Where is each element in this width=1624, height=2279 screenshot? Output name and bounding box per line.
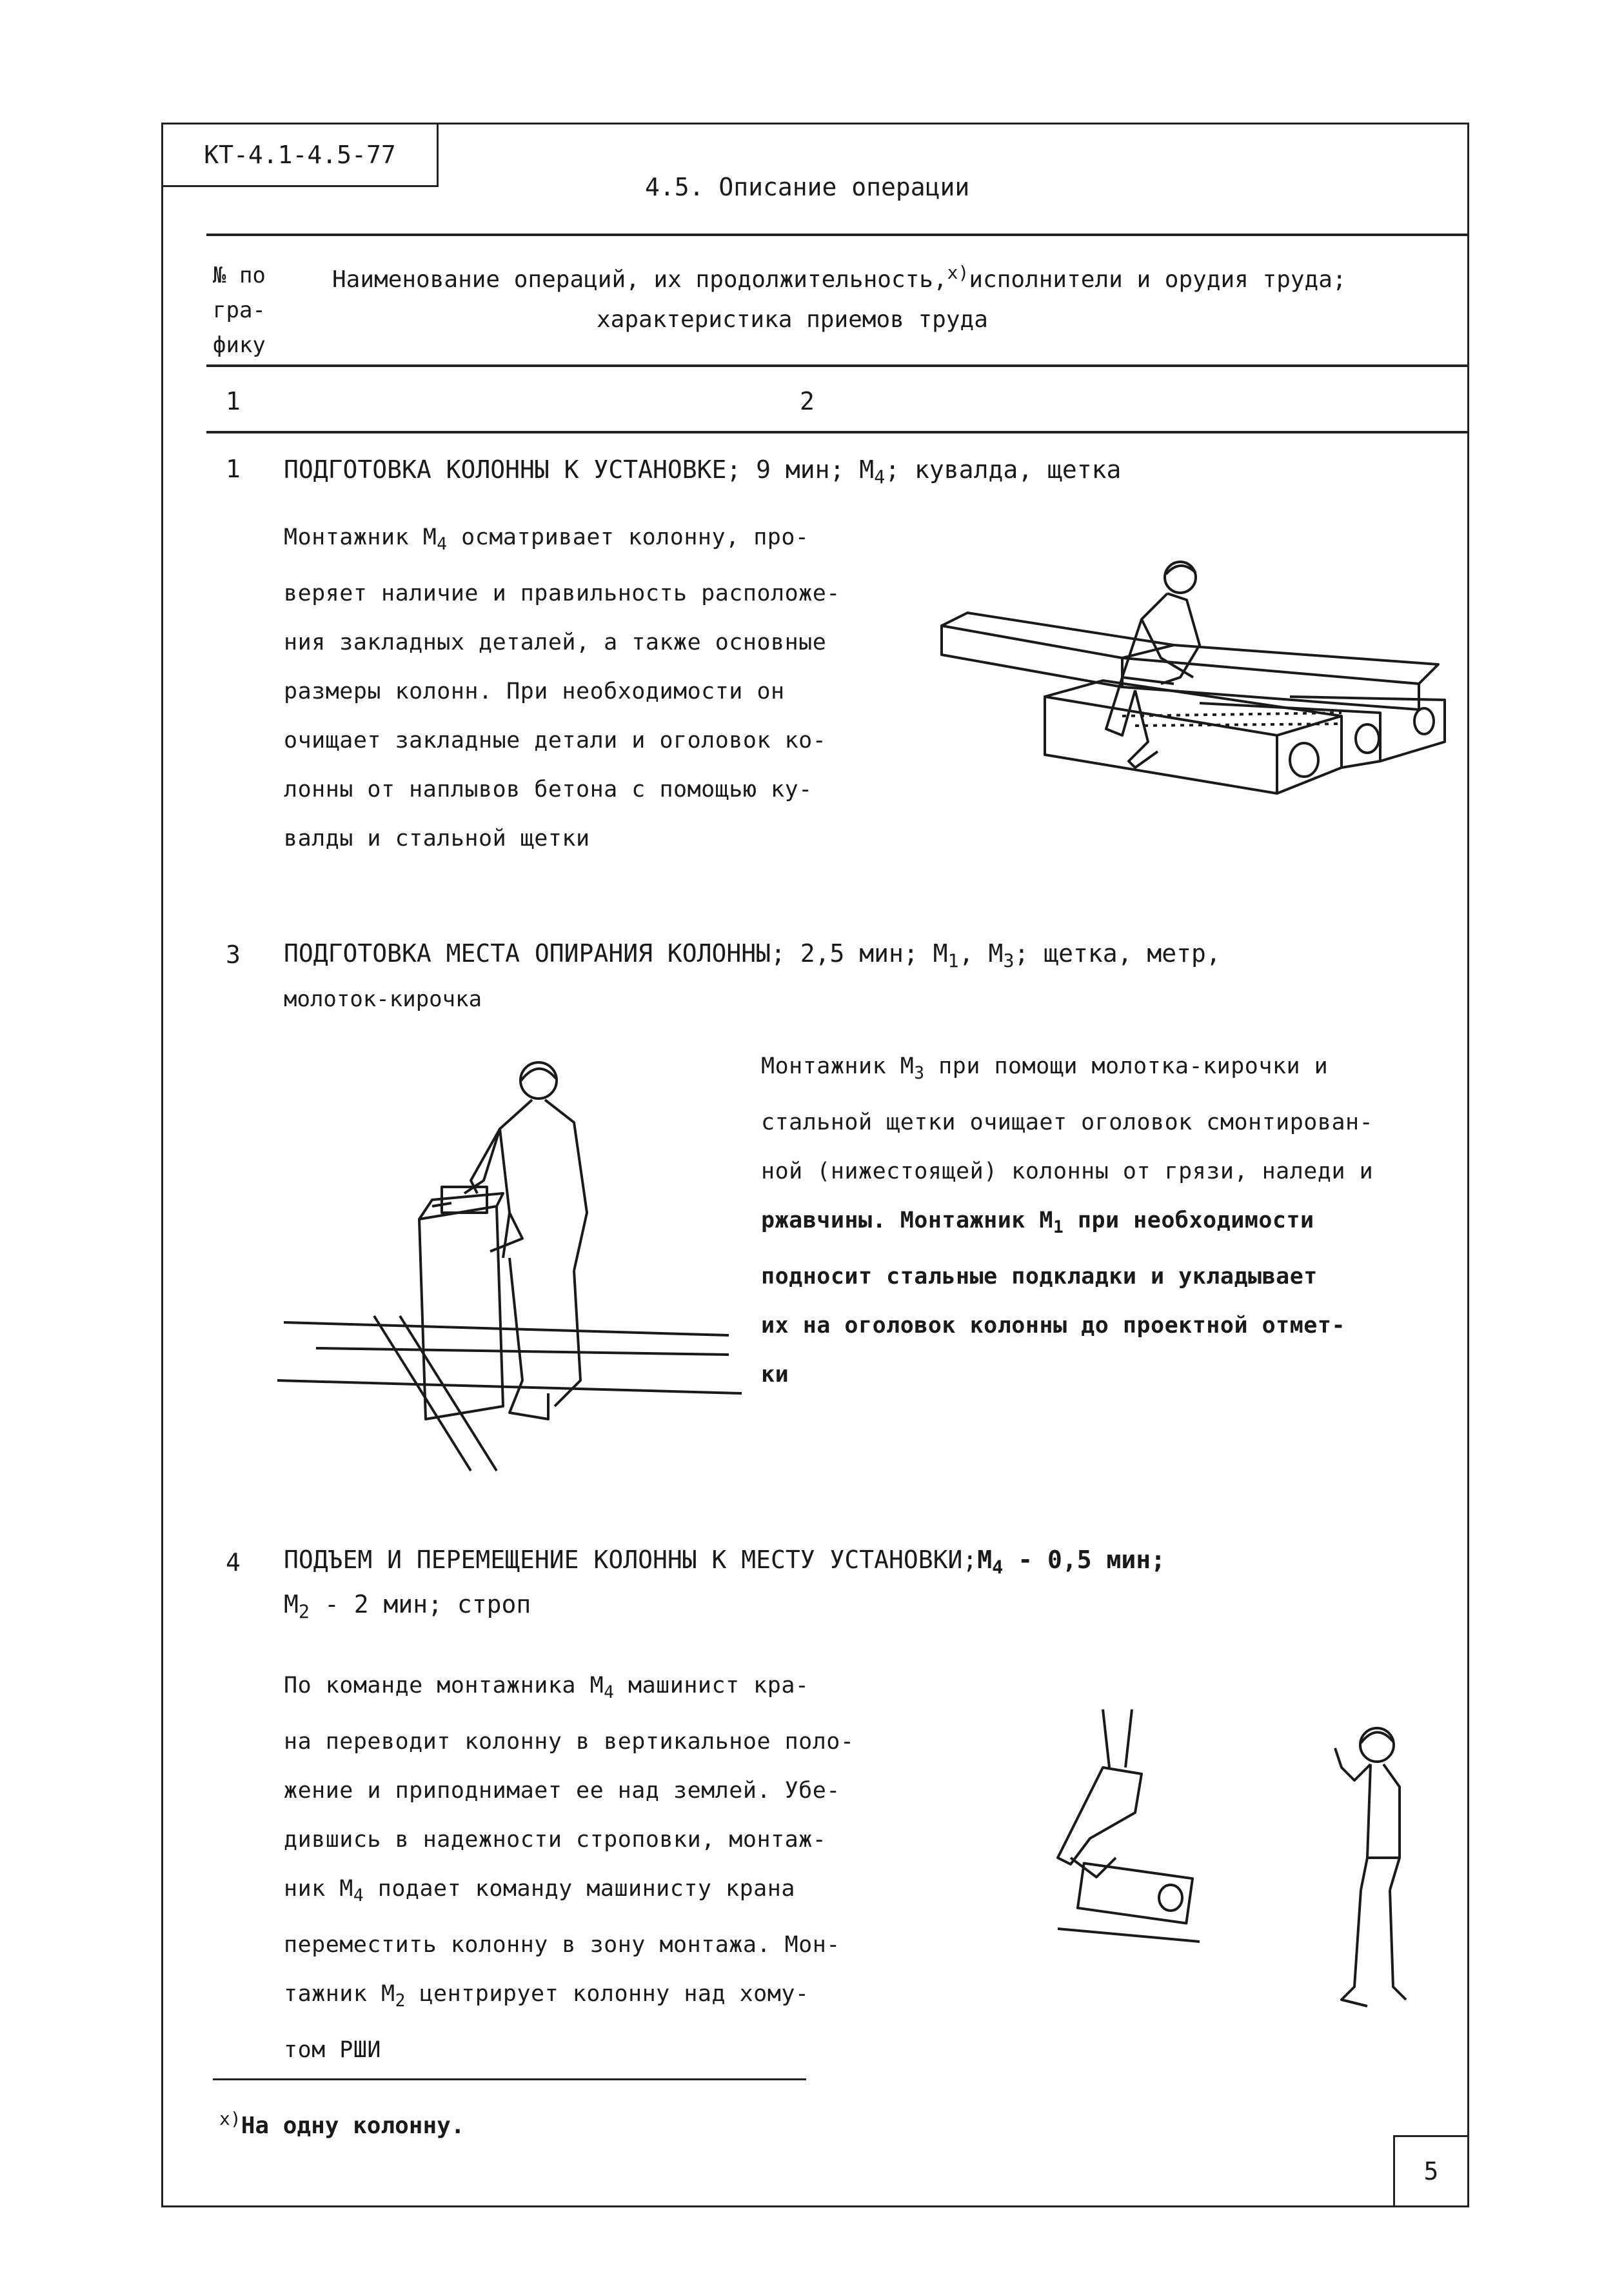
header-top-rule xyxy=(206,234,1469,236)
footnote xyxy=(219,2108,465,2139)
col-desc-line1: Наименование операций, их продолжительность, xyxy=(332,266,947,293)
op1-line: Монтажник М xyxy=(284,524,437,550)
page-number: 5 xyxy=(1393,2135,1469,2207)
op3-line: стальной щетки очищает оголовок смонтирован- xyxy=(761,1110,1374,1135)
op4-line: жение и приподнимает ее над землей. Убе- xyxy=(284,1778,840,1804)
illustration-worker-cleaning-column-head xyxy=(277,1045,742,1484)
operation-description xyxy=(761,1042,1464,1399)
op1-line: размеры колонн. При необходимости он xyxy=(284,679,785,704)
illustration-worker-inspecting-columns xyxy=(929,548,1458,819)
footnote-mark: x) xyxy=(219,2108,241,2129)
operation-title xyxy=(284,935,1464,1017)
op3-title-sub: 3 xyxy=(1003,950,1015,972)
document-code: КТ-4.1-4.5-77 xyxy=(161,123,439,187)
op3-title-mid: , М xyxy=(958,939,1004,968)
op3-title-sub: 1 xyxy=(947,950,959,972)
op3-title-line2: молоток-кирочка xyxy=(284,986,482,1012)
op1-line: валды и стальной щетки xyxy=(284,826,590,851)
col-num-line2: гра- xyxy=(213,297,266,323)
op1-line: веряет наличие и правильность расположе- xyxy=(284,581,840,606)
op4-line-end: подает команду машинисту крана xyxy=(364,1876,795,1902)
column-number-2: 2 xyxy=(800,387,815,415)
column-header-number xyxy=(213,258,266,363)
footnote-mark: x) xyxy=(947,262,969,283)
operation-description xyxy=(284,513,903,863)
op4-line: По команде монтажника М xyxy=(284,1673,604,1698)
operation-title xyxy=(284,452,1464,496)
operation-description xyxy=(284,1661,980,2075)
op4-line-sub: 2 xyxy=(395,1991,406,2011)
footnote-rule xyxy=(213,2078,806,2080)
col-num-line1: № по xyxy=(213,263,266,288)
op4-line-end: машинист кра- xyxy=(614,1673,809,1698)
op3-line-end: при необходимости xyxy=(1064,1208,1314,1233)
op1-title-end: ; кувалда, щетка xyxy=(885,455,1122,484)
op4-title-bold: М xyxy=(977,1546,993,1574)
section-title: 4.5. Описание операции xyxy=(645,173,970,201)
operation-number: 3 xyxy=(226,940,241,969)
operation-title xyxy=(284,1542,1464,1630)
op3-title-end: ; щетка, метр, xyxy=(1014,939,1221,968)
op4-title-bold-end: - 0,5 мин; xyxy=(1003,1546,1165,1574)
op4-line-sub: 4 xyxy=(604,1683,615,1702)
illustration-crane-lifting-column-signaller xyxy=(1019,1697,1458,2032)
op1-title-sub: 4 xyxy=(874,466,886,488)
op4-line-sub: 4 xyxy=(353,1886,364,1906)
header-mid-rule xyxy=(206,364,1469,367)
op1-title-text: ПОДГОТОВКА КОЛОННЫ К УСТАНОВКЕ; 9 мин; М xyxy=(284,455,875,484)
op1-line-sub: 4 xyxy=(437,535,448,554)
op4-line: на переводит колонну в вертикальное поло- xyxy=(284,1729,855,1755)
op1-line: ния закладных деталей, а также основные xyxy=(284,630,827,655)
op4-line-end: центрирует колонну над хому- xyxy=(405,1981,809,2007)
col-desc-line2: характеристика приемов труда xyxy=(597,306,988,333)
op4-title-line2-end: - 2 мин; строп xyxy=(310,1589,531,1618)
op3-line: подносит стальные подкладки и укладывает xyxy=(761,1264,1318,1289)
op3-line: ки xyxy=(761,1362,789,1388)
op4-line: дившись в надежности строповки, монтаж- xyxy=(284,1827,827,1853)
op1-line: очищает закладные детали и оголовок ко- xyxy=(284,728,827,753)
op3-line: ной (нижестоящей) колонны от грязи, наледи и xyxy=(761,1159,1374,1184)
op1-line: лонны от наплывов бетона с помощью ку- xyxy=(284,777,813,802)
op4-title-line2: М xyxy=(284,1589,299,1618)
header-bottom-rule xyxy=(206,431,1469,433)
col-num-line3: фику xyxy=(213,332,266,358)
column-number-1: 1 xyxy=(226,387,241,415)
op3-title-text: ПОДГОТОВКА МЕСТА ОПИРАНИЯ КОЛОННЫ; 2,5 мин; М xyxy=(284,939,948,968)
column-header-description xyxy=(332,253,1467,340)
op4-title-sub: 2 xyxy=(298,1601,310,1623)
footnote-text: На одну колонну. xyxy=(241,2113,465,2139)
col-desc-line1-end: исполнители и орудия труда; xyxy=(969,266,1347,293)
op1-line-end: осматривает колонну, про- xyxy=(447,524,809,550)
op3-line: их на оголовок колонны до проектной отмет- xyxy=(761,1313,1346,1339)
op4-line: тажник М xyxy=(284,1981,395,2007)
op3-line-end: при помощи молотка-кирочки и xyxy=(924,1053,1329,1079)
op4-title-text: ПОДЪЕМ И ПЕРЕМЕЩЕНИЕ КОЛОННЫ К МЕСТУ УСТАНОВКИ; xyxy=(284,1546,978,1574)
op4-line: ник М xyxy=(284,1876,353,1902)
operation-number: 1 xyxy=(226,455,241,483)
operation-number: 4 xyxy=(226,1548,241,1577)
op4-title-sub: 4 xyxy=(992,1557,1004,1578)
op4-line: переместить колонну в зону монтажа. Мон- xyxy=(284,1932,840,1958)
op3-line-sub: 3 xyxy=(914,1064,925,1083)
op4-line: том РШИ xyxy=(284,2037,382,2063)
op3-line: ржавчины. Монтажник М xyxy=(761,1208,1054,1233)
op3-line-sub: 1 xyxy=(1053,1218,1064,1237)
op3-line: Монтажник М xyxy=(761,1053,915,1079)
